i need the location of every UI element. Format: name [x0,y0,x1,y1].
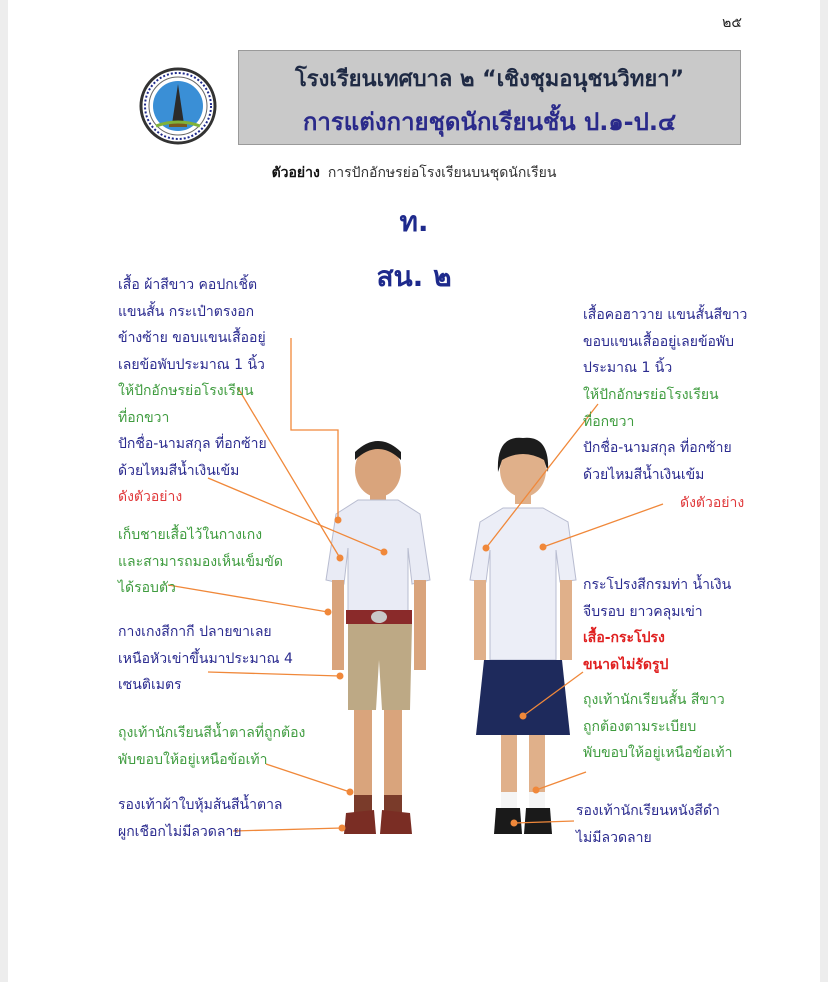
note-line: รองเท้านักเรียนหนังสีดำ [576,803,720,819]
note-line: ไม่มีลวดลาย [576,829,652,846]
right-fit-note [583,625,668,678]
document-page [8,0,820,982]
note-line: ประมาณ 1 นิ้ว [583,360,673,376]
note-line: กางเกงสีกากี ปลายขาเลย [118,624,272,640]
note-line: ผูกเชือกไม่มีลวดลาย [118,823,242,840]
note-line: ให้ปักอักษรย่อโรงเรียน [118,383,254,399]
left-pants-note [118,619,293,699]
right-see-example: ดังตัวอย่าง [680,495,745,511]
right-skirt-note [583,572,731,625]
note-line: ให้ปักอักษรย่อโรงเรียน [583,387,719,403]
left-see-example: ดังตัวอย่าง [118,489,183,505]
left-tuck-note [118,522,283,602]
school-name: โรงเรียนเทศบาล ๒ “เชิงชุมอนุชนวิทยา” [294,67,685,92]
note-line: ด้วยไหมสีน้ำเงินเข้ม [118,462,240,479]
note-line: เสื้อ ผ้าสีขาว คอปกเชิ้ต [118,277,258,293]
note-line: ที่อกขวา [118,409,170,426]
note-line: ได้รอบตัว [118,580,176,596]
note-line: เหนือหัวเข่าขึ้นมาประมาณ 4 [118,650,293,667]
note-line: ถุงเท้านักเรียนสีน้ำตาลที่ถูกต้อง [118,725,306,741]
note-line: เก็บชายเสื้อไว้ในกางเกง [118,527,263,543]
right-name-note [583,435,732,488]
note-line: ขนาดไม่รัดรูป [583,656,669,673]
note-line: พับขอบให้อยู่เหนือข้อเท้า [118,751,268,768]
note-line: ถูกต้องตามระเบียบ [583,718,697,735]
note-line: ขอบแขนเสื้ออยู่เลยข้อพับ [583,333,735,350]
note-line: ถุงเท้านักเรียนสั้น สีขาว [583,692,725,708]
right-socks-note [583,687,733,767]
note-line: ที่อกขวา [583,413,635,430]
left-shirt-note [118,272,266,378]
note-line: รองเท้าผ้าใบหุ้มส้นสีน้ำตาล [118,797,283,813]
right-shoes-note [576,798,720,851]
left-socks-note [118,720,305,773]
note-line: เซนติเมตร [118,677,182,693]
embroidery-line-1: ท. [399,205,429,238]
note-line: พับขอบให้อยู่เหนือข้อเท้า [583,745,733,761]
page-number: ๒๕ [722,15,742,31]
example-text: การปักอักษรย่อโรงเรียนบนชุดนักเรียน [327,165,557,181]
note-line: ด้วยไหมสีน้ำเงินเข้ม [583,466,705,483]
note-line: เสื้อคอฮาวาย แขนสั้นสีขาว [583,307,748,323]
note-line: เสื้อ-กระโปรง [583,630,665,646]
note-line: แขนสั้น กระเป๋าตรงอก [118,303,255,320]
note-line: เลยข้อพับประมาณ 1 นิ้ว [118,356,265,373]
note-line: ปักชื่อ-นามสกุล ที่อกซ้าย [118,436,267,452]
page-title: การแต่งกายชุดนักเรียนชั้น ป.๑-ป.๔ [302,108,677,136]
embroidery-line-2: สน. ๒ [376,260,452,293]
note-line: และสามารถมองเห็นเข็มขัด [118,553,283,570]
left-name-note [118,431,267,484]
note-line: จีบรอบ ยาวคลุมเข่า [583,603,703,620]
right-embroider-note [583,382,719,435]
left-embroider-note [118,378,254,431]
note-line: ปักชื่อ-นามสกุล ที่อกซ้าย [583,440,732,456]
note-line: ข้างซ้าย ขอบแขนเสื้ออยู่ [118,330,266,346]
note-line: กระโปรงสีกรมท่า น้ำเงิน [583,577,732,593]
example-label: ตัวอย่าง [271,165,320,181]
left-shoes-note [118,792,283,845]
right-shirt-note [583,302,747,382]
